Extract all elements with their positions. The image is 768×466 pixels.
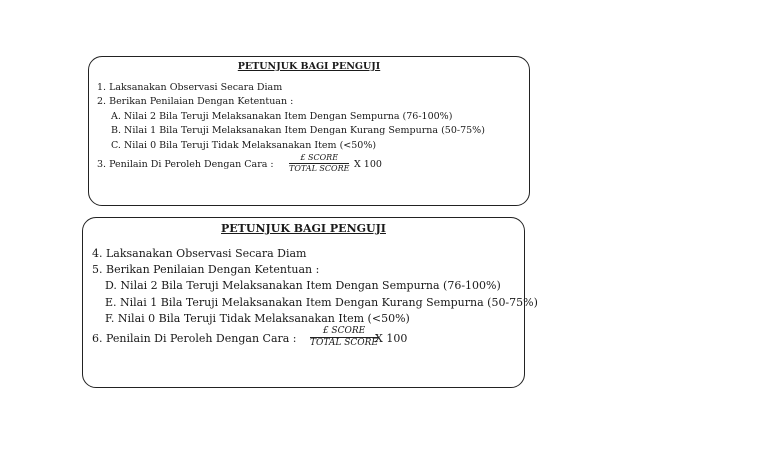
fraction-numerator: £ SCORE [289,154,349,164]
instruction-5: 5. Berikan Penilaian Dengan Ketentuan : [92,263,320,276]
instruction-6: 6. Penilain Di Peroleh Dengan Cara : [92,332,297,345]
criterion-c: C. Nilai 0 Bila Teruji Tidak Melaksanakan Item (<50%) [111,140,377,151]
box-title: PETUNJUK BAGI PENGUJI [221,222,386,235]
multiplier: X 100 [375,332,408,345]
instruction-2: 2. Berikan Penilaian Dengan Ketentuan : [97,96,294,107]
fraction-numerator: £ SCORE [310,327,378,338]
instruction-3: 3. Penilain Di Peroleh Dengan Cara : [97,159,274,170]
score-fraction [310,327,378,348]
criterion-a: A. Nilai 2 Bila Teruji Melaksanakan Item Dengan Sempurna (76-100%) [111,111,453,122]
box-title: PETUNJUK BAGI PENGUJI [237,61,381,72]
instructions-box-2 [82,217,538,388]
instruction-4: 4. Laksanakan Observasi Secara Diam [92,247,307,260]
score-fraction [289,154,349,173]
criterion-b: B. Nilai 1 Bila Teruji Melaksanakan Item Dengan Kurang Sempurna (50-75%) [111,125,485,136]
fraction-denominator: TOTAL SCORE [289,164,350,173]
fraction-denominator: TOTAL SCORE [310,338,379,348]
instruction-1: 1. Laksanakan Observasi Secara Diam [97,82,283,93]
multiplier: X 100 [354,159,382,170]
criterion-f: F. Nilai 0 Bila Teruji Tidak Melaksanakan Item (<50%) [105,312,410,325]
instructions-box-1 [88,56,530,206]
criterion-e: E. Nilai 1 Bila Teruji Melaksanakan Item Dengan Kurang Sempurna (50-75%) [105,296,538,309]
criterion-d: D. Nilai 2 Bila Teruji Melaksanakan Item Dengan Sempurna (76-100%) [105,279,501,292]
